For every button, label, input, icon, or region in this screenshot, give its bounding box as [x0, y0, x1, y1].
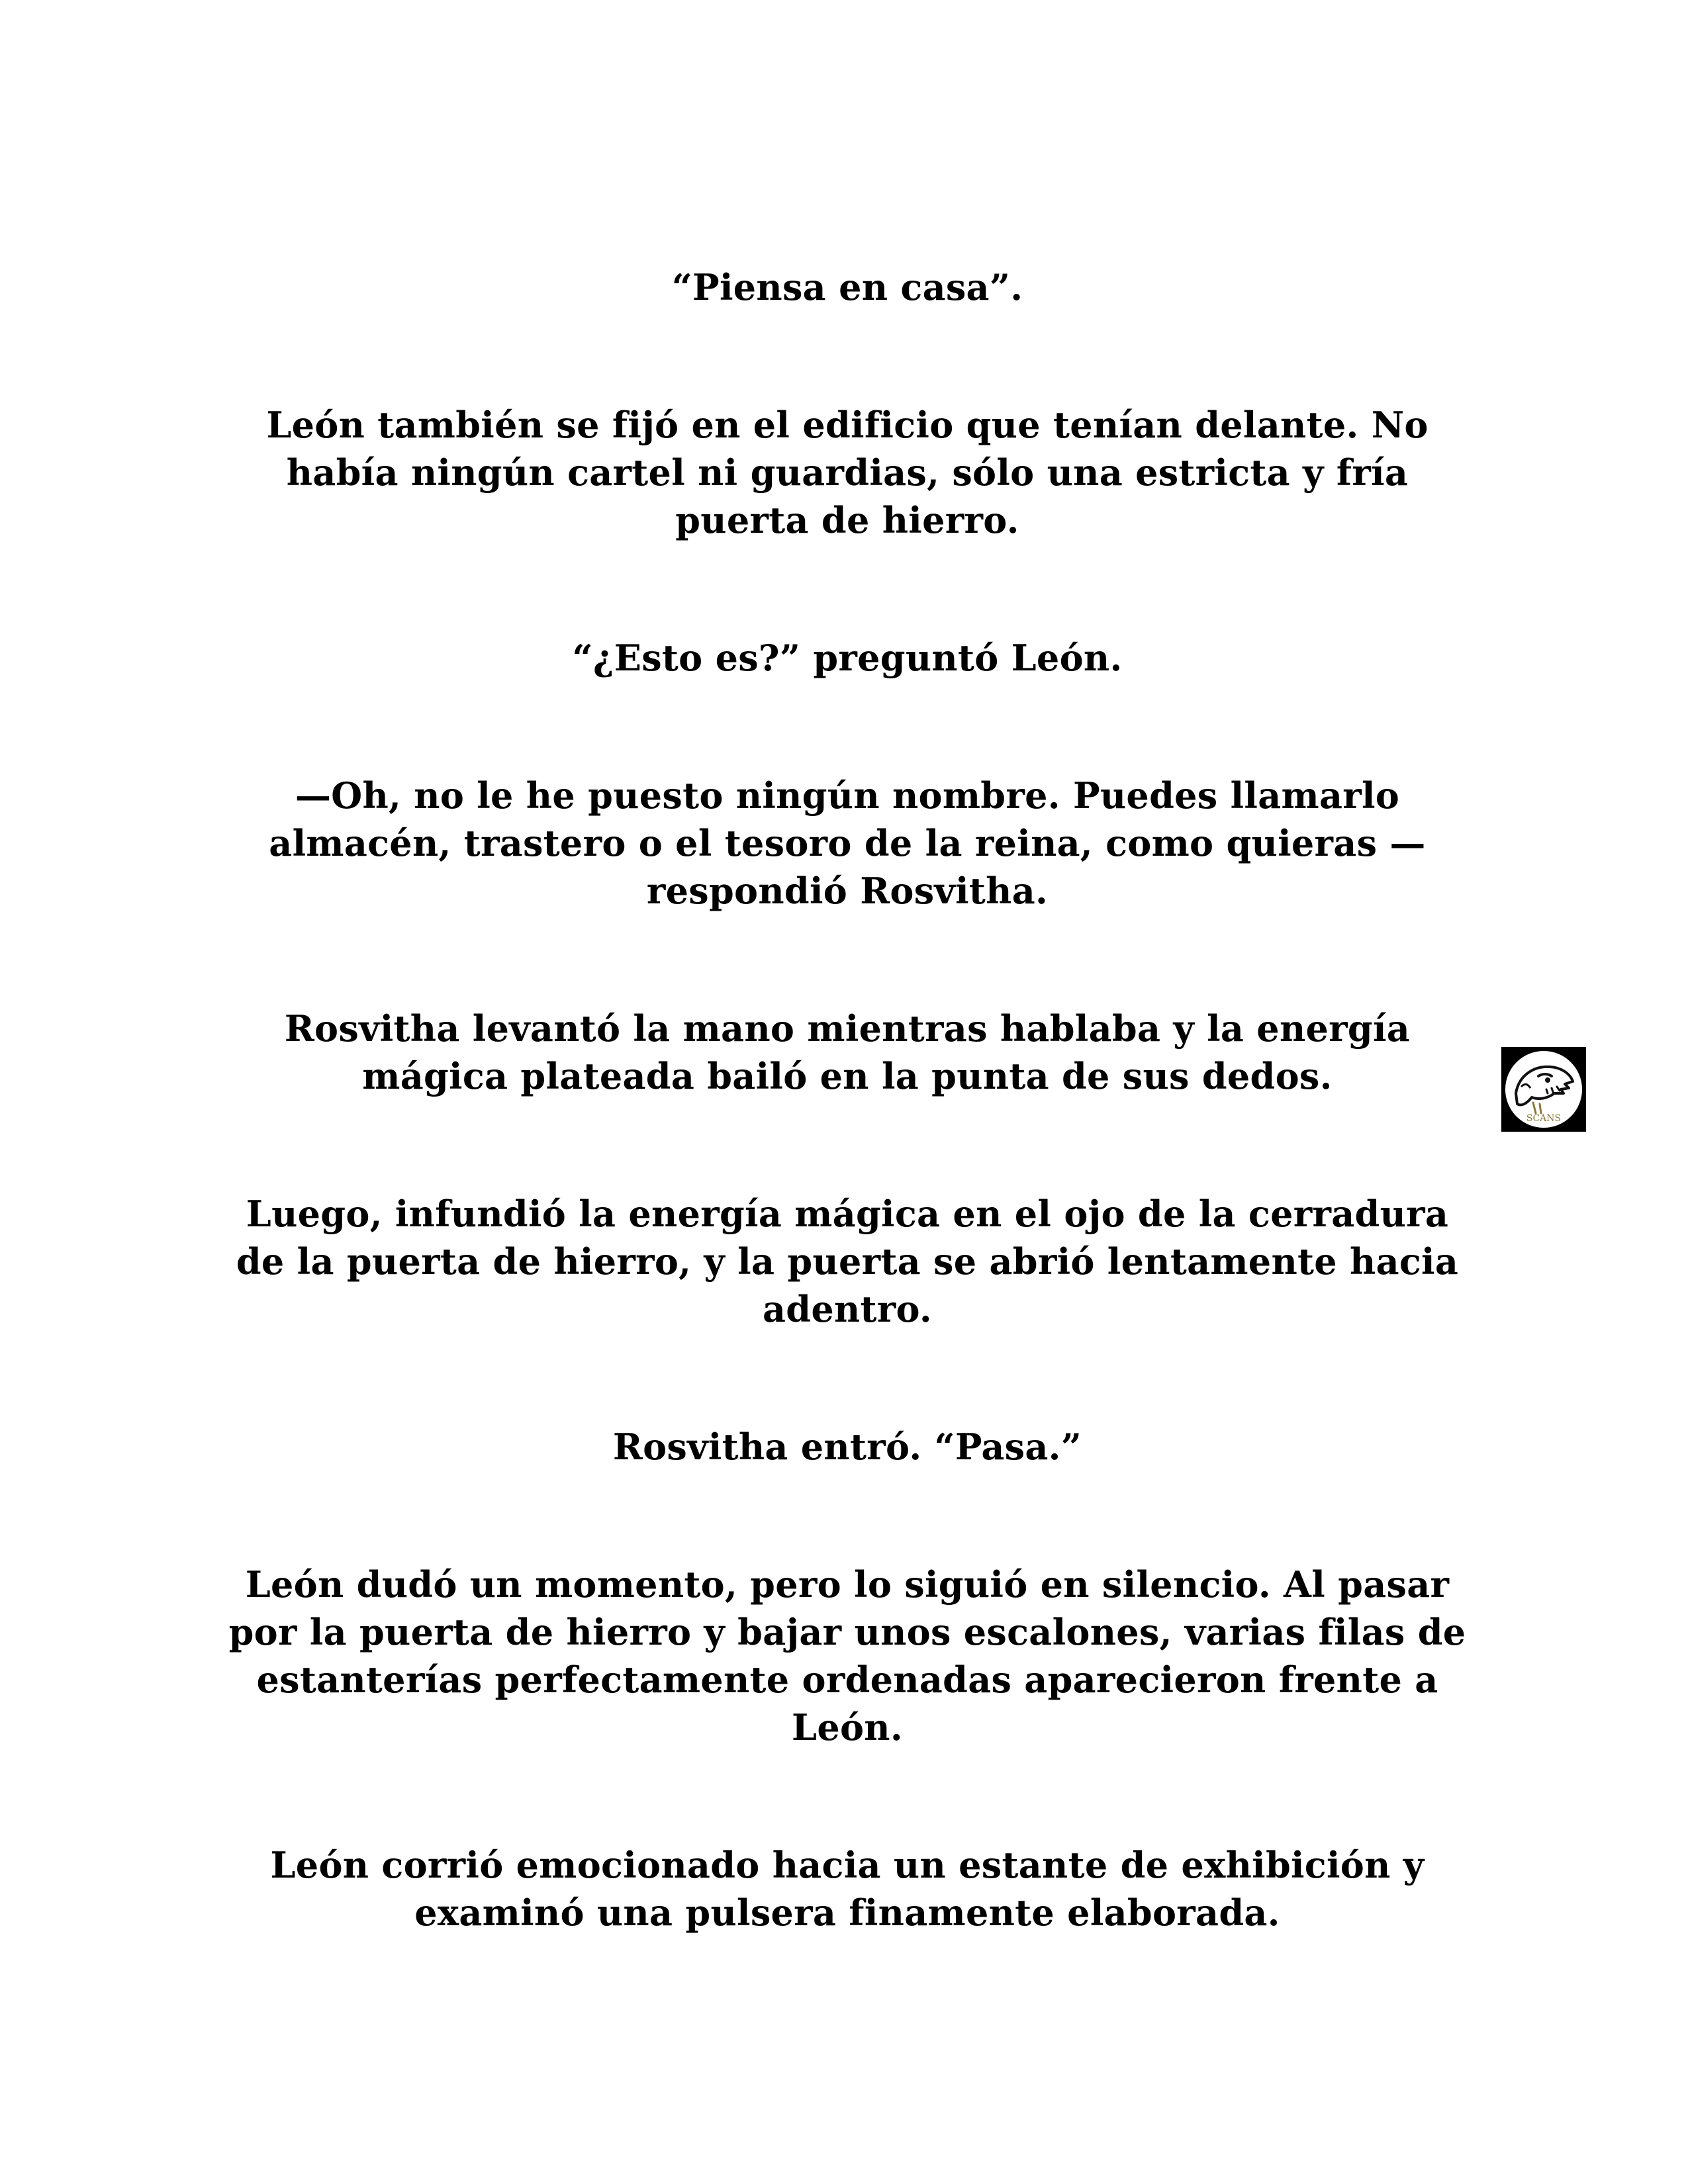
svg-text:SCANS: SCANS — [1526, 1113, 1562, 1124]
paragraph-4: —Oh, no le he puesto ningún nombre. Puedes llamarlo almacén, trastero o el tesoro de la reina, como quieras —respondió Rosvitha. — [269, 774, 1426, 912]
paragraph-1: “Piensa en casa”. — [671, 266, 1023, 308]
paragraph-7: Rosvitha entró. “Pasa.” — [612, 1426, 1082, 1468]
logo-graphic — [1501, 1047, 1586, 1132]
paragraph-9: León corrió emocionado hacia un estante de exhibición y examinó una pulsera finamente elaborada. — [270, 1844, 1425, 1934]
paragraph-2: León también se fijó en el edificio que tenían delante. No había ningún cartel ni guardias, sólo una estricta y fría puerta de hierro. — [266, 404, 1429, 541]
dinosaur-scans-logo-icon — [1501, 1047, 1586, 1132]
paragraph-6: Luego, infundió la energía mágica en el ojo de la cerradura de la puerta de hierro, y la puerta se abrió lentamente hacia adentro. — [236, 1193, 1459, 1330]
paragraph-3: “¿Esto es?” preguntó León. — [572, 637, 1123, 679]
paragraph-8: León dudó un momento, pero lo siguió en silencio. Al pasar por la puerta de hierro y bajar unos escalones, varias filas de estanterías perfectamente ordenadas aparecieron frente a León. — [228, 1563, 1466, 1749]
paragraph-5: Rosvitha levantó la mano mientras hablaba y la energía mágica plateada bailó en la punta de sus dedos. — [284, 1007, 1411, 1097]
